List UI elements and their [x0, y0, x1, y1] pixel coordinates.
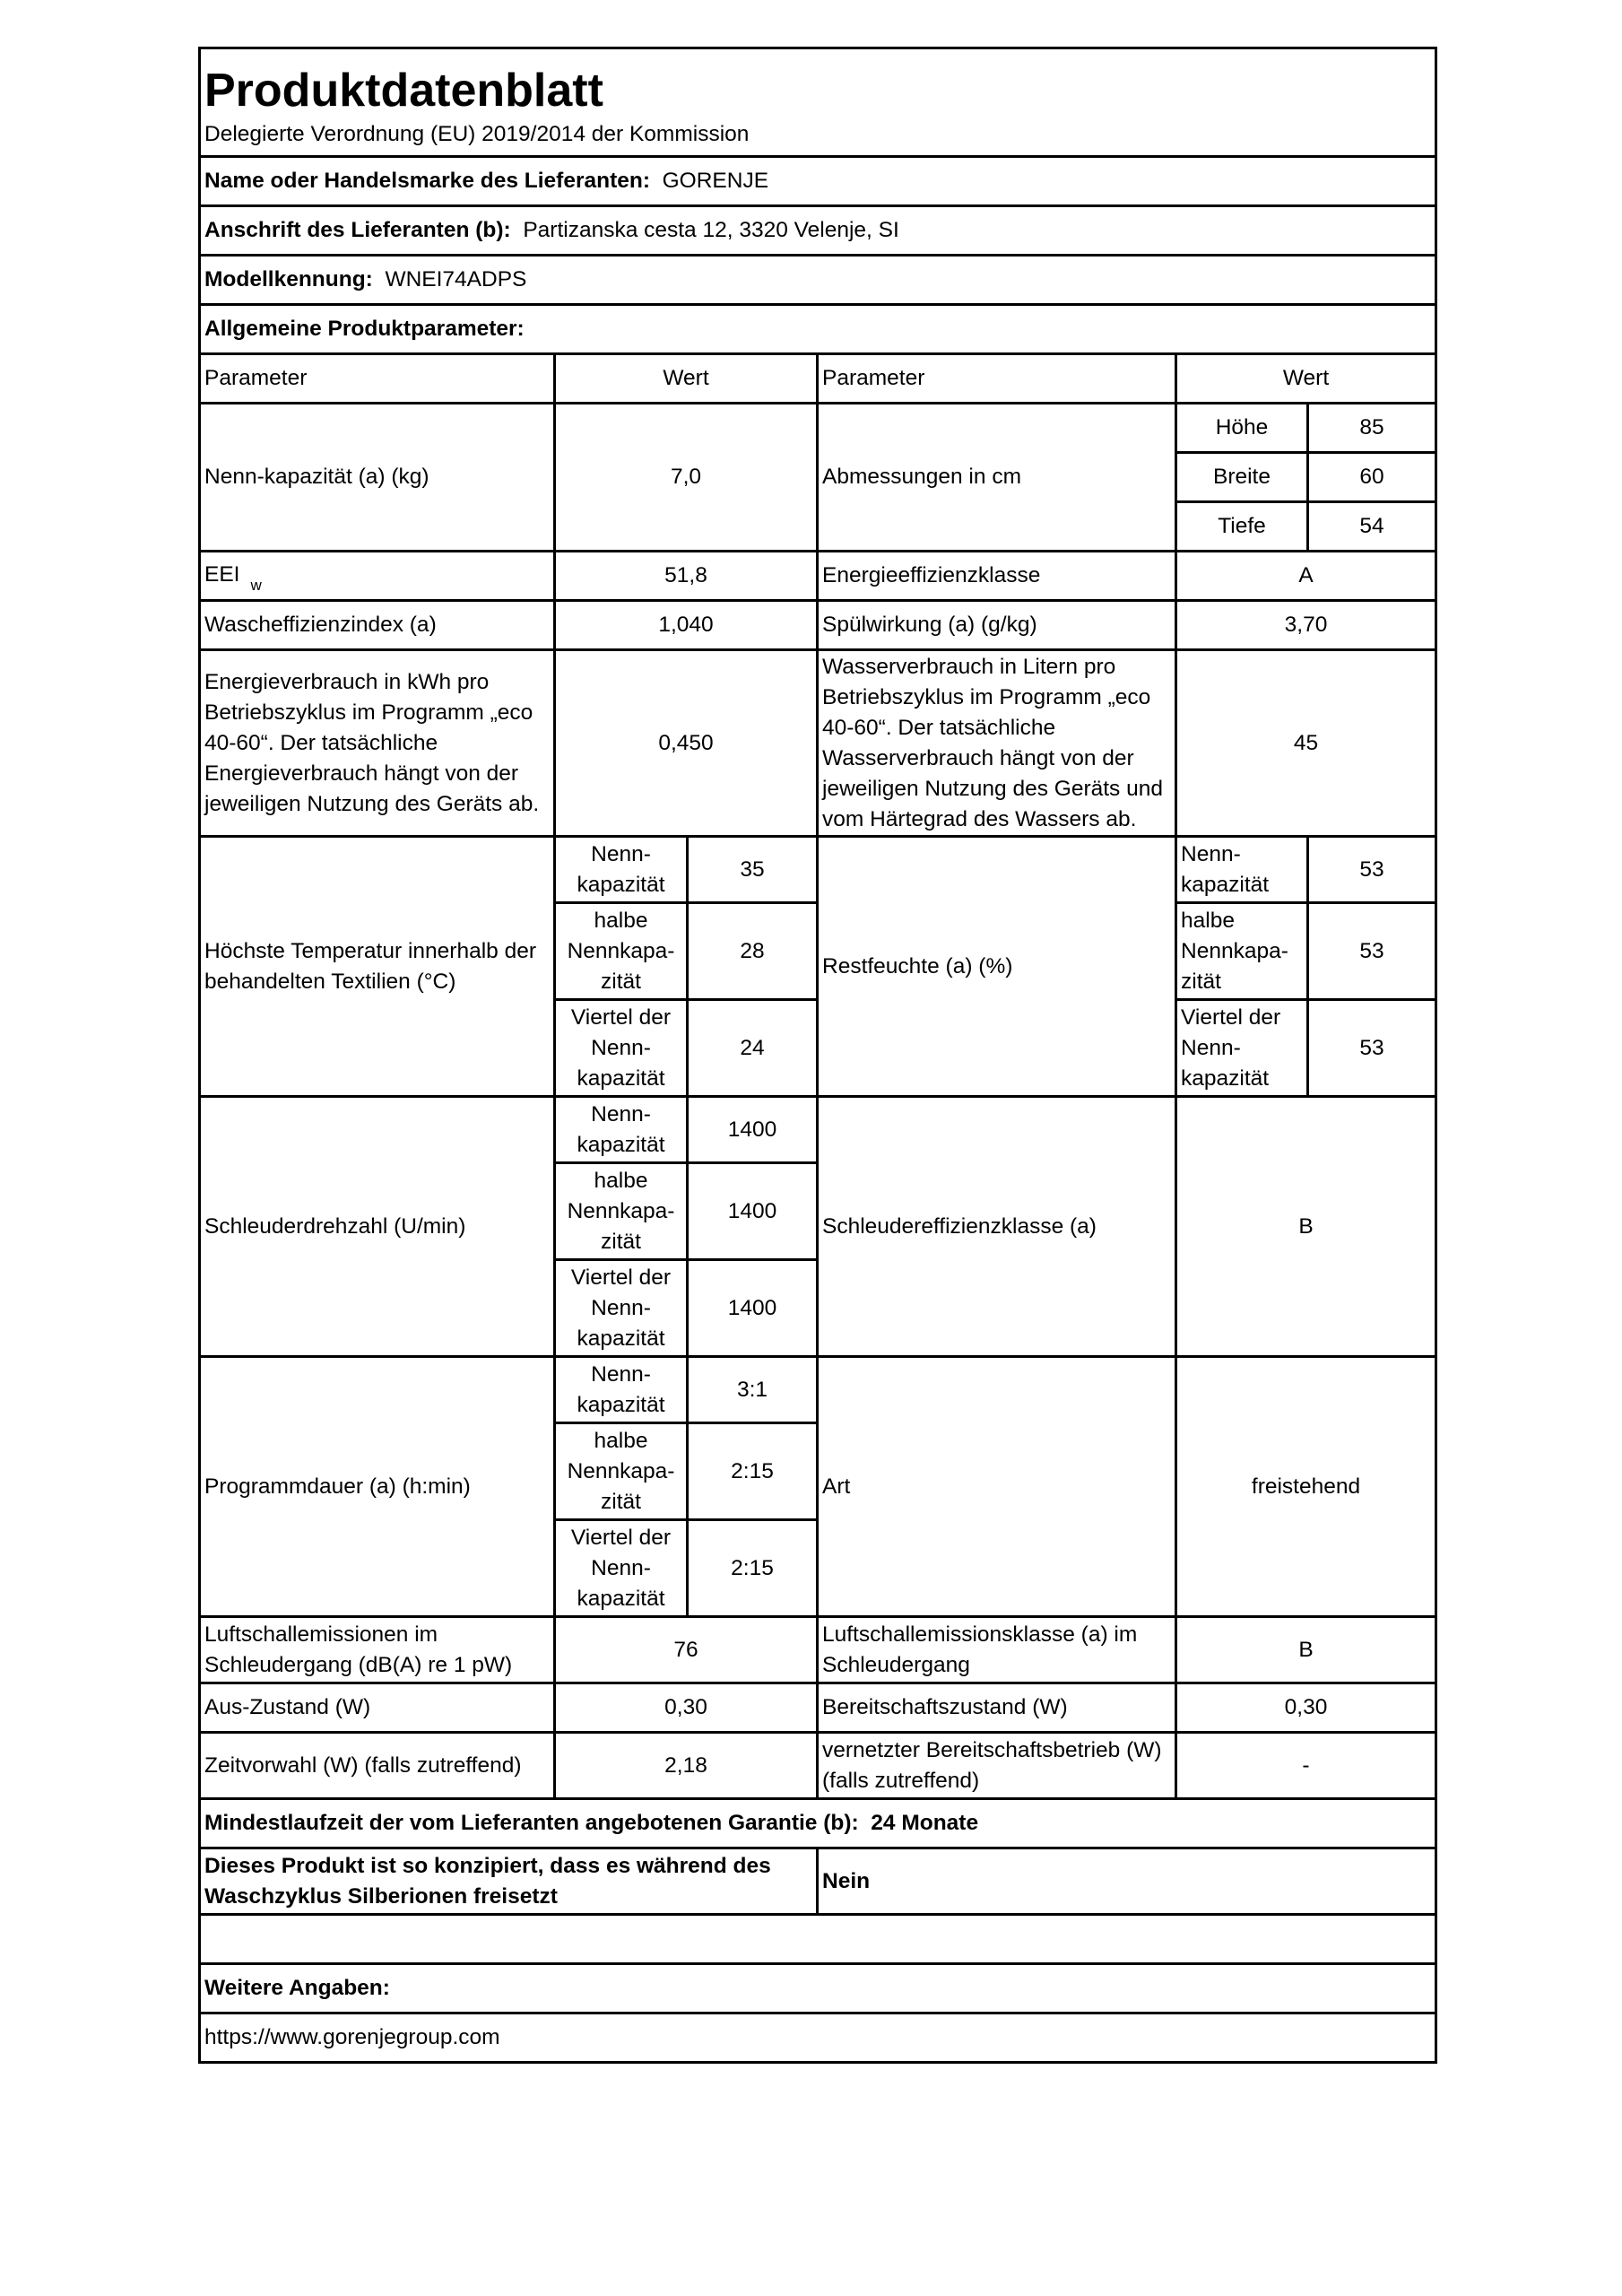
duration-half-label: halbe Nennkapa-zität: [555, 1423, 688, 1520]
max-temp-half-label: halbe Nennkapa-zität: [555, 903, 688, 1000]
spin-class-label: Schleudereffizienzklasse (a): [818, 1097, 1176, 1357]
supplier-name-label: Name oder Handelsmarke des Lieferanten:: [204, 169, 650, 193]
residual-quarter-label: Viertel der Nenn-kapazität: [1176, 1000, 1308, 1097]
type-label: Art: [818, 1357, 1176, 1617]
energy-class-label: Energieeffizienzklasse: [818, 552, 1176, 601]
supplier-address-value: Partizanska cesta 12, 3320 Velenje, SI: [523, 218, 899, 242]
table-row: [200, 1357, 1436, 1423]
spin-speed-label: Schleuderdrehzahl (U/min): [200, 1097, 555, 1357]
further-info-label: Weitere Angaben:: [200, 1964, 1436, 2013]
table-row: [200, 650, 1436, 837]
energy-consumption-label: Energieverbrauch in kWh pro Betriebszyklus im Programm „eco 40-60“. Der tatsächliche Energieverbrauch hängt von der jeweiligen Nutzung des Geräts ab.: [200, 650, 555, 837]
spin-half-label: halbe Nennkapa-zität: [555, 1163, 688, 1260]
eei-subscript: w: [250, 577, 262, 594]
eei-label: EEI: [204, 562, 240, 587]
residual-full-value: 53: [1308, 837, 1436, 903]
general-heading: Allgemeine Produktparameter:: [200, 305, 1436, 354]
delay-start-value: 2,18: [555, 1733, 818, 1799]
duration-label: Programmdauer (a) (h:min): [200, 1357, 555, 1617]
duration-full-label: Nenn-kapazität: [555, 1357, 688, 1423]
max-temp-quarter-label: Viertel der Nenn-kapazität: [555, 1000, 688, 1097]
col-header-parameter-left: Parameter: [200, 354, 555, 404]
table-row: [200, 601, 1436, 650]
silver-ions-value: Nein: [818, 1848, 1436, 1915]
max-temp-label: Höchste Temperatur innerhalb der behandelten Textilien (°C): [200, 837, 555, 1097]
warranty-value: 24 Monate: [871, 1811, 979, 1835]
residual-full-label: Nenn-kapazität: [1176, 837, 1308, 903]
table-row: [200, 1683, 1436, 1733]
water-consumption-label: Wasserverbrauch in Litern pro Betriebszyklus im Programm „eco 40-60“. Der tatsächliche Wasserverbrauch hängt von der jeweiligen Nutzung des Geräts und vom Härtegrad des Wassers ab.: [818, 650, 1176, 837]
wash-index-value: 1,040: [555, 601, 818, 650]
supplier-name-value: GORENJE: [662, 169, 769, 193]
spin-class-value: B: [1176, 1097, 1436, 1357]
standby-label: Bereitschaftszustand (W): [818, 1683, 1176, 1733]
empty-row: [200, 1915, 1436, 1964]
col-header-parameter-right: Parameter: [818, 354, 1176, 404]
spin-half-value: 1400: [688, 1163, 818, 1260]
rinse-label: Spülwirkung (a) (g/kg): [818, 601, 1176, 650]
max-temp-half-value: 28: [688, 903, 818, 1000]
width-value: 60: [1308, 453, 1436, 502]
page-subtitle: Delegierte Verordnung (EU) 2019/2014 der Kommission: [204, 122, 750, 146]
capacity-value: 7,0: [555, 404, 818, 552]
network-standby-value: -: [1176, 1733, 1436, 1799]
water-consumption-value: 45: [1176, 650, 1436, 837]
duration-half-value: 2:15: [688, 1423, 818, 1520]
noise-label: Luftschallemissionen im Schleudergang (dB(A) re 1 pW): [200, 1617, 555, 1683]
warranty-label: Mindestlaufzeit der vom Lieferanten angebotenen Garantie (b):: [204, 1811, 859, 1835]
max-temp-full-value: 35: [688, 837, 818, 903]
silver-ions-row: [200, 1848, 1436, 1915]
depth-label: Tiefe: [1176, 502, 1308, 552]
warranty-row: [200, 1799, 1436, 1848]
further-info-url[interactable]: https://www.gorenjegroup.com: [200, 2013, 1436, 2063]
max-temp-quarter-value: 24: [688, 1000, 818, 1097]
silver-ions-label: Dieses Produkt ist so konzipiert, dass es während des Waschzyklus Silberionen freisetzt: [200, 1848, 818, 1915]
network-standby-label: vernetzter Bereitschaftsbetrieb (W) (falls zutreffend): [818, 1733, 1176, 1799]
model-value: WNEI74ADPS: [385, 267, 527, 291]
url-row: [200, 2013, 1436, 2063]
title-row: [200, 48, 1436, 157]
wash-index-label: Wascheffizienzindex (a): [200, 601, 555, 650]
duration-quarter-value: 2:15: [688, 1520, 818, 1617]
spin-quarter-label: Viertel der Nenn-kapazität: [555, 1260, 688, 1357]
energy-class-value: A: [1176, 552, 1436, 601]
table-row: [200, 1733, 1436, 1799]
eei-value: 51,8: [555, 552, 818, 601]
height-value: 85: [1308, 404, 1436, 453]
supplier-address-label: Anschrift des Lieferanten (b):: [204, 218, 511, 242]
duration-quarter-label: Viertel der Nenn-kapazität: [555, 1520, 688, 1617]
delay-start-label: Zeitvorwahl (W) (falls zutreffend): [200, 1733, 555, 1799]
table-row: [200, 1617, 1436, 1683]
depth-value: 54: [1308, 502, 1436, 552]
page-title: Produktdatenblatt: [204, 65, 603, 117]
duration-full-value: 3:1: [688, 1357, 818, 1423]
rinse-value: 3,70: [1176, 601, 1436, 650]
width-label: Breite: [1176, 453, 1308, 502]
spin-full-label: Nenn-kapazität: [555, 1097, 688, 1163]
residual-quarter-value: 53: [1308, 1000, 1436, 1097]
column-header-row: [200, 354, 1436, 404]
product-data-sheet: [198, 47, 1435, 2064]
residual-moisture-label: Restfeuchte (a) (%): [818, 837, 1176, 1097]
energy-consumption-value: 0,450: [555, 650, 818, 837]
model-label: Modellkennung:: [204, 267, 373, 291]
col-header-value-right: Wert: [1176, 354, 1436, 404]
spin-full-value: 1400: [688, 1097, 818, 1163]
off-mode-value: 0,30: [555, 1683, 818, 1733]
noise-class-value: B: [1176, 1617, 1436, 1683]
residual-half-value: 53: [1308, 903, 1436, 1000]
residual-half-label: halbe Nennkapa-zität: [1176, 903, 1308, 1000]
supplier-address-row: [200, 206, 1436, 256]
title-cell: [200, 48, 1436, 157]
spin-quarter-value: 1400: [688, 1260, 818, 1357]
table-row: [200, 552, 1436, 601]
max-temp-full-label: Nenn-kapazität: [555, 837, 688, 903]
table-row: [200, 404, 1436, 453]
general-heading-row: [200, 305, 1436, 354]
noise-class-label: Luftschallemissionsklasse (a) im Schleudergang: [818, 1617, 1176, 1683]
capacity-label: Nenn-kapazität (a) (kg): [200, 404, 555, 552]
type-value: freistehend: [1176, 1357, 1436, 1617]
eei-label-cell: [200, 552, 555, 601]
model-row: [200, 256, 1436, 305]
dimensions-label: Abmessungen in cm: [818, 404, 1176, 552]
noise-value: 76: [555, 1617, 818, 1683]
table-row: [200, 1097, 1436, 1163]
off-mode-label: Aus-Zustand (W): [200, 1683, 555, 1733]
standby-value: 0,30: [1176, 1683, 1436, 1733]
supplier-name-row: [200, 157, 1436, 206]
further-info-row: [200, 1964, 1436, 2013]
height-label: Höhe: [1176, 404, 1308, 453]
table-row: [200, 837, 1436, 903]
col-header-value-left: Wert: [555, 354, 818, 404]
product-table: [198, 47, 1437, 2064]
